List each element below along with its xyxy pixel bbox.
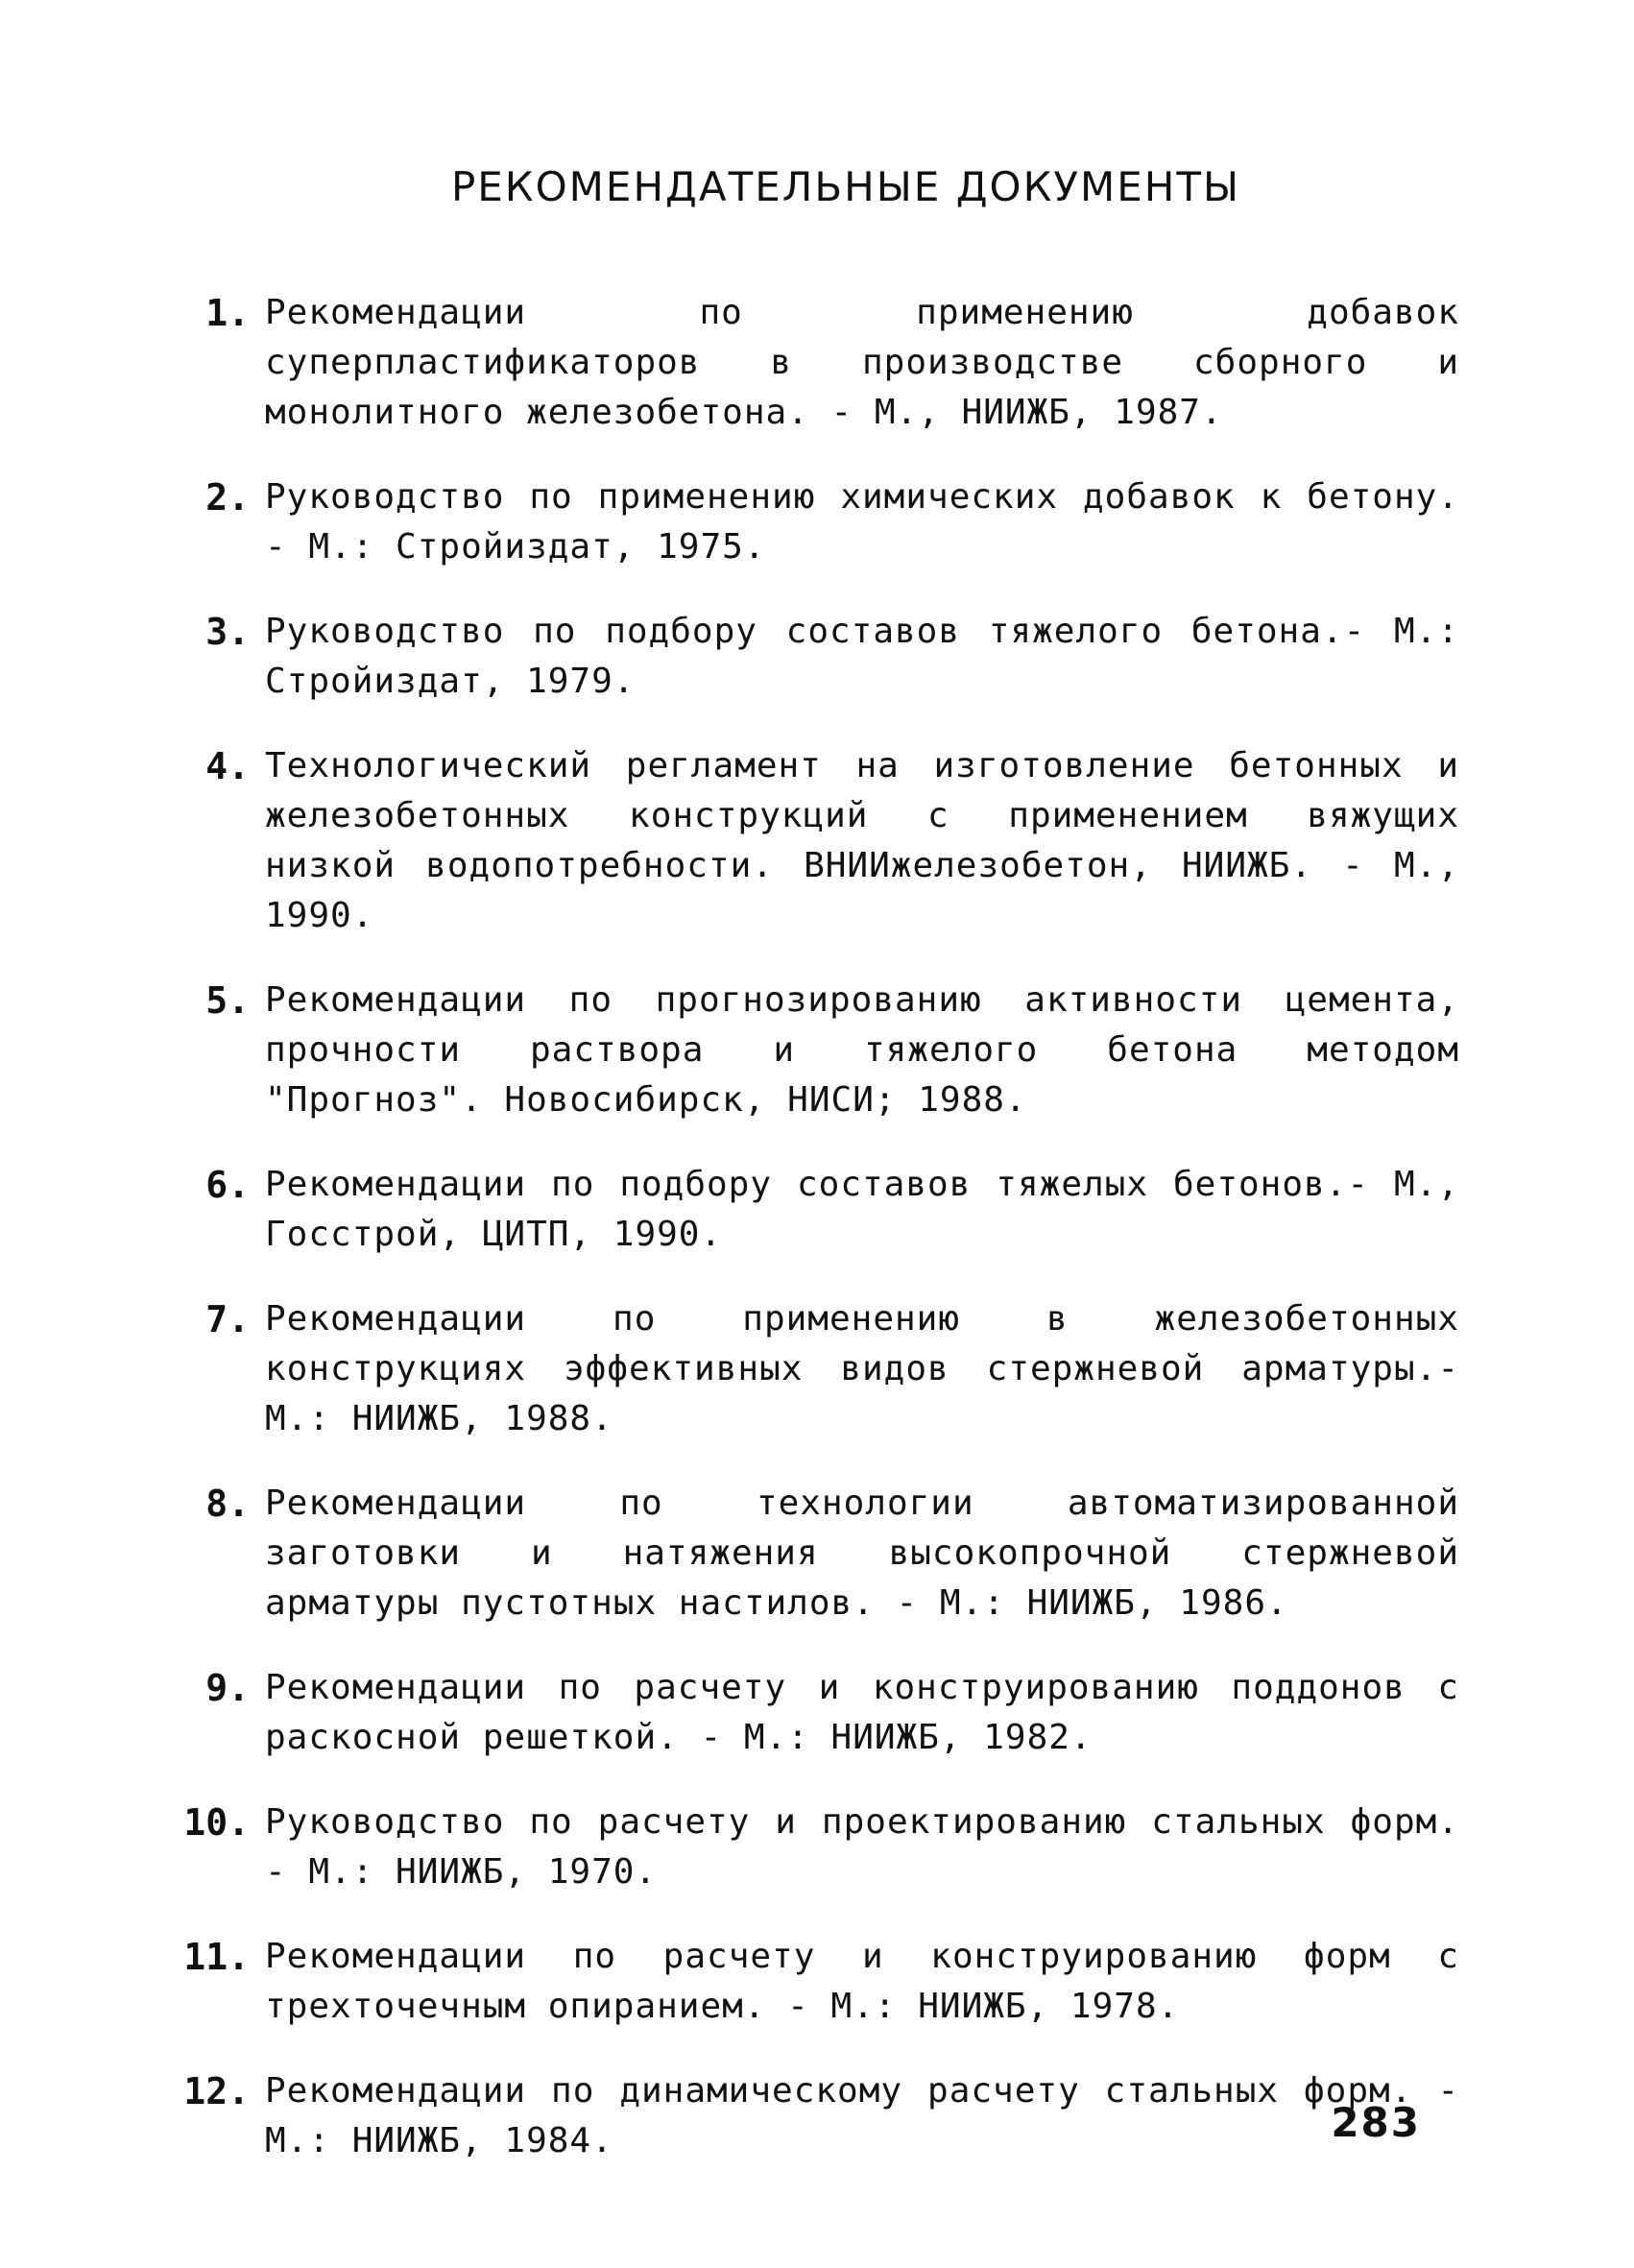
item-text: Рекомендации по технологии автоматизированной заготовки и натяжения высокопрочной стержневой арматуры пустотных настилов. - М.: НИИЖБ, 1986. [265, 1484, 1459, 1623]
item-number: 1. [205, 292, 250, 334]
item-text: Рекомендации по расчету и конструированию форм с трехточечным опиранием. - М.: НИИЖБ, 1978. [265, 1937, 1459, 2026]
item-number: 9. [205, 1667, 250, 1709]
item-text: Рекомендации по применению в железобетонных конструкциях эффективных видов стержневой арматуры.- М.: НИИЖБ, 1988. [265, 1299, 1459, 1438]
item-text: Рекомендации по подбору составов тяжелых бетонов.- М., Госстрой, ЦИТП, 1990. [265, 1165, 1459, 1254]
list-item [154, 288, 1459, 438]
item-text: Рекомендации по применению добавок суперпластификаторов в производстве сборного и монолитного железобетона. - М., НИИЖБ, 1987. [265, 293, 1459, 432]
page-number: 283 [1331, 2099, 1421, 2146]
list-item [154, 607, 1459, 707]
item-number: 4. [205, 745, 250, 787]
item-text: Руководство по расчету и проектированию стальных форм. - М.: НИИЖБ, 1970. [265, 1802, 1459, 1892]
list-item [154, 1663, 1459, 1763]
item-number: 11. [183, 1936, 250, 1978]
item-number: 6. [205, 1164, 250, 1206]
list-item [154, 1160, 1459, 1260]
item-text: Рекомендации по прогнозированию активности цемента, прочности раствора и тяжелого бетона методом "Прогноз". Новосибирск, НИСИ; 1988. [265, 980, 1459, 1120]
item-text: Руководство по применению химических добавок к бетону. - М.: Стройиздат, 1975. [265, 477, 1459, 567]
item-text: Рекомендации по динамическому расчету стальных форм. - М.: НИИЖБ, 1984. [265, 2071, 1459, 2160]
page-title: РЕКОМЕНДАТЕЛЬНЫЕ ДОКУМЕНТЫ [450, 163, 1241, 210]
list-item [154, 1479, 1459, 1629]
list-item [154, 976, 1459, 1125]
reference-list [154, 288, 1459, 2201]
list-item [154, 2066, 1459, 2166]
item-text: Технологический регламент на изготовление бетонных и железобетонных конструкций с применением вяжущих низкой водопотребности. ВНИИжелезобетон, НИИЖБ. - М., 1990. [265, 746, 1459, 935]
item-number: 2. [205, 476, 250, 519]
list-item [154, 1932, 1459, 2032]
list-item [154, 472, 1459, 572]
item-number: 3. [205, 611, 250, 653]
item-number: 12. [183, 2070, 250, 2112]
item-text: Руководство по подбору составов тяжелого бетона.- М.: Стройиздат, 1979. [265, 612, 1459, 701]
list-item [154, 1798, 1459, 1897]
item-number: 8. [205, 1483, 250, 1525]
item-text: Рекомендации по расчету и конструированию поддонов с раскосной решеткой. - М.: НИИЖБ, 1982. [265, 1668, 1459, 1757]
item-number: 10. [183, 1801, 250, 1844]
list-item [154, 1294, 1459, 1444]
item-number: 5. [205, 979, 250, 1022]
list-item [154, 741, 1459, 941]
item-number: 7. [205, 1298, 250, 1340]
